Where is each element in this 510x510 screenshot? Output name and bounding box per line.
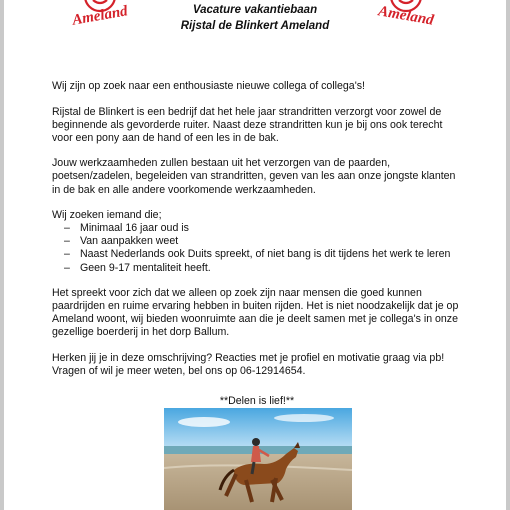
horse-rider-beach-photo (164, 408, 352, 510)
requirements-intro: Wij zoeken iemand die; (52, 209, 162, 222)
requirement-item: – Naast Nederlands ook Duits spreekt, of niet bang is dit tijdens het werk te leren (52, 248, 462, 261)
requirement-item: – Minimaal 16 jaar oud is (52, 222, 462, 235)
document-title: Vacature vakantiebaan (192, 4, 318, 16)
requirement-item: – Geen 9-17 mentaliteit heeft. (52, 262, 462, 275)
company-paragraph: Rijstal de Blinkert is een bedrijf dat het hele jaar strandritten verzorgt voor zowel de beginnende als gevorderde ruiter. Naast deze strandritten kun je bij ons ook terecht voor een pony aan de hand of een les in de bak. (52, 105, 443, 144)
document-subtitle: Rijstal de Blinkert Ameland (180, 20, 330, 32)
intro-paragraph: Wij zijn op zoek naar een enthousiaste nieuwe collega of collega's! (52, 80, 365, 92)
contact-paragraph: Herken jij je in deze omschrijving? Reacties met je profiel en motivatie graag via pb! Vragen of wil je meer weten, bel ons op 06-12914654. (52, 352, 445, 378)
ameland-logo-right (366, 0, 446, 30)
requirements-list (52, 222, 462, 274)
document-page (4, 0, 506, 510)
svg-text:Ameland: Ameland (71, 3, 129, 29)
svg-text:Ameland: Ameland (377, 3, 435, 29)
experience-paragraph: Het spreekt voor zich dat we alleen op zoek zijn naar mensen die goed kunnen paardrijden en ruime ervaring hebben in buiten rijden. Het is niet noodzakelijk dat je op Ameland woont, wij bieden woonruimte aan die je deelt samen met je collega's in onze gezellige boerderij in het dorp Ballum. (52, 287, 459, 339)
share-line: **Delen is lief!** (219, 395, 295, 408)
document-body (52, 80, 462, 408)
tasks-paragraph: Jouw werkzaamheden zullen bestaan uit het verzorgen van de paarden, poetsen/zadelen, begeleiden van strandritten, geven van les aan onze jongste klanten in de bak en alle andere voorkomende werkzaamheden. (52, 157, 456, 196)
requirement-item: – Van aanpakken weet (52, 235, 462, 248)
